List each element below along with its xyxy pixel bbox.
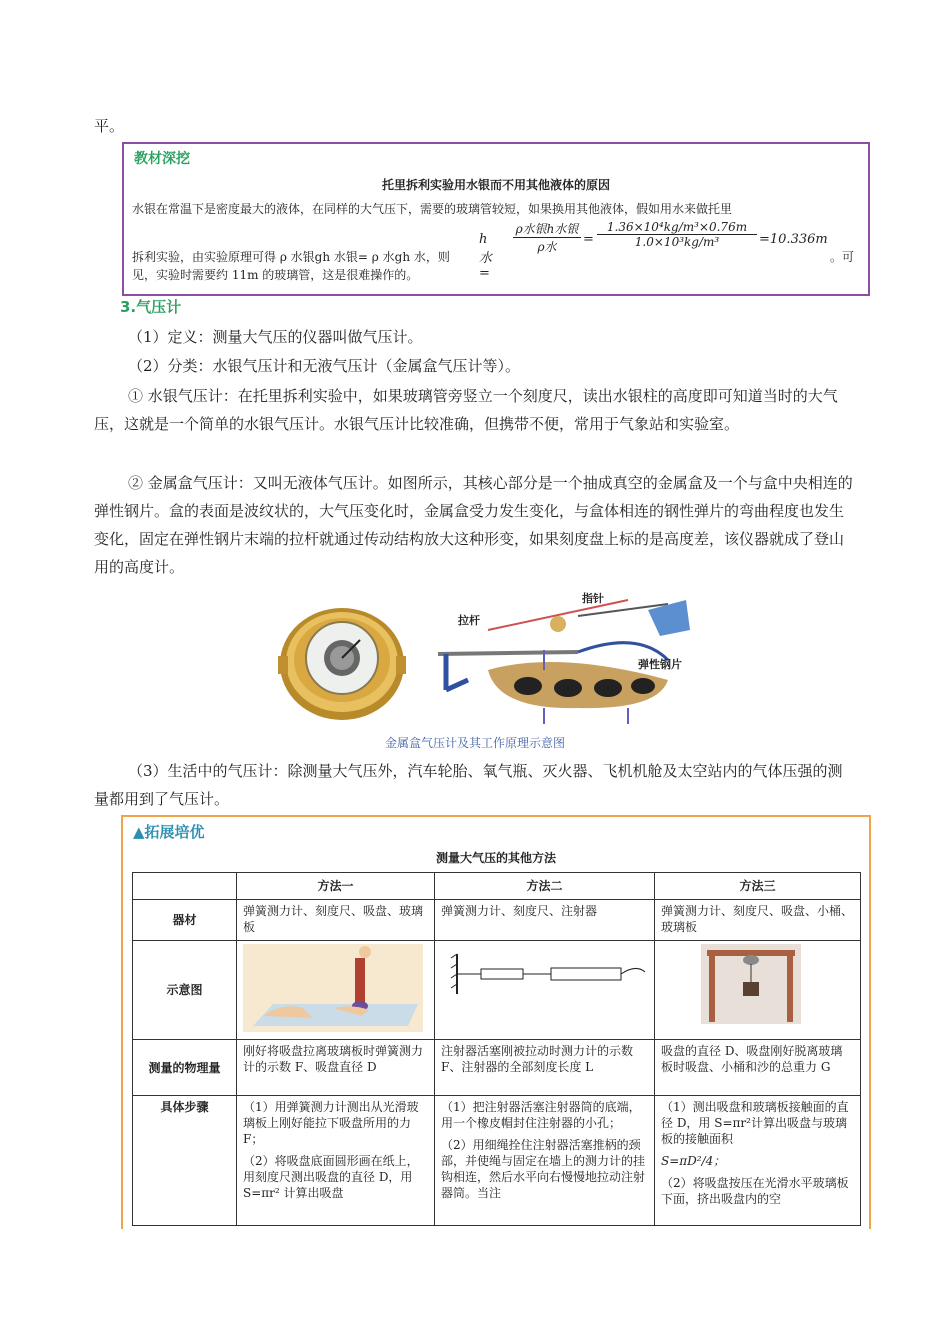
label-lever: 拉杆 bbox=[458, 614, 480, 627]
table-header-row bbox=[133, 873, 861, 900]
table-cell: 弹簧测力计、刻度尺、吸盘、小桶、玻璃板 bbox=[655, 900, 861, 941]
area-formula: S=πD²/4； bbox=[661, 1154, 726, 1168]
box-text-line: 见，实验时需要约 11m 的玻璃管，这是很难操作的。 bbox=[132, 268, 419, 282]
textbook-insight-box bbox=[122, 142, 870, 296]
box-heading: 教材深挖 bbox=[134, 151, 190, 167]
paragraph-daily-life: （3）生活中的气压计：除测量大气压外，汽车轮胎、氧气瓶、灭火器、飞机机舱及太空站内的气体压强的测量都用到了气压计。 bbox=[94, 762, 843, 808]
step-text: （2）用细绳拴住注射器活塞推柄的颈部，并使绳与固定在墙上的测力计的挂钩相连，然后水平向右慢慢地拉动注射器筒。当注 bbox=[441, 1138, 646, 1200]
box-title: 测量大气压的其他方法 bbox=[435, 851, 556, 865]
column-header: 方法二 bbox=[435, 873, 655, 900]
step-text: （2）将吸盘按压在光滑水平玻璃板下面，挤出吸盘内的空 bbox=[661, 1176, 849, 1206]
box-title: 托里拆利实验用水银而不用其他液体的原因 bbox=[381, 178, 610, 192]
table-row bbox=[133, 1040, 861, 1096]
equals-sign: = bbox=[583, 232, 594, 247]
table-cell bbox=[435, 941, 655, 1040]
paragraph-aneroid-barometer: ② 金属盒气压计：又叫无液体气压计。如图所示，其核心部分是一个抽成真空的金属盒及一个与盒中央相连的弹性钢片。盒的表面是波纹状的，大气压变化时，金属盒受力发生变化，与盒体相连的钢性弹片的弯曲程度也发生变化，固定在弹性钢片末端的拉杆就通过传动结构放大这种形变，如果刻度盘上标的是高度差，该仪器就成了登山用的高度计。 bbox=[94, 474, 853, 576]
box-heading: ▲拓展培优 bbox=[133, 823, 205, 841]
aneroid-diagram bbox=[428, 590, 694, 724]
box-text-line: 水银在常温下是密度最大的液体，在同样的大气压下，需要的玻璃管较短，如果换用其他液体，假如用水来做托里 bbox=[132, 202, 733, 216]
step-text: （1）把注射器活塞注射器筒的底端，用一个橡皮帽封住注射器的小孔； bbox=[441, 1100, 641, 1130]
table-corner-cell bbox=[133, 873, 237, 900]
table-cell bbox=[655, 941, 861, 1040]
table-cell bbox=[237, 941, 435, 1040]
fraction-numerator: ρ水银h水银 bbox=[513, 220, 581, 238]
step-text: （1）测出吸盘和玻璃板接触面的直径 D，用 S=πr²计算出吸盘与玻璃板的接触面积 bbox=[661, 1100, 849, 1146]
table-cell: 吸盘的直径 D、吸盘刚好脱离玻璃板时吸盘、小桶和沙的总重力 G bbox=[655, 1040, 861, 1096]
row-header: 示意图 bbox=[133, 941, 237, 1040]
fraction-numerator: 1.36×10⁴kg/m³×0.76m bbox=[597, 220, 757, 235]
formula-lhs: h水= bbox=[479, 232, 493, 281]
row-header: 具体步骤 bbox=[133, 1096, 237, 1226]
table-cell: 弹簧测力计、刻度尺、注射器 bbox=[435, 900, 655, 941]
step-text: （2）将吸盘底面圆形画在纸上，用刻度尺测出吸盘的直径 D，用 S=πr² 计算出吸盘 bbox=[243, 1154, 419, 1200]
table-row bbox=[133, 900, 861, 941]
paragraph-classification: （2）分类：水银气压计和无液气压计（金属盒气压计等）。 bbox=[128, 357, 521, 375]
paragraph-definition: （1）定义：测量大气压的仪器叫做气压计。 bbox=[128, 328, 423, 346]
box-text-line: 。可 bbox=[830, 250, 855, 264]
method1-diagram bbox=[243, 944, 423, 1032]
methods-table bbox=[132, 872, 861, 1226]
table-cell: 弹簧测力计、刻度尺、吸盘、玻璃板 bbox=[237, 900, 435, 941]
method3-diagram bbox=[701, 944, 801, 1024]
barometer-photo bbox=[276, 600, 408, 724]
fraction-1 bbox=[513, 220, 581, 255]
fraction-2 bbox=[597, 220, 757, 249]
fraction-denominator: 1.0×10³kg/m³ bbox=[634, 235, 720, 249]
formula-result: =10.336m bbox=[759, 232, 828, 247]
table-row bbox=[133, 941, 861, 1040]
step-text: （1）用弹簧测力计测出从光滑玻璃板上刚好能拉下吸盘所用的力 F； bbox=[243, 1100, 419, 1146]
table-cell: 注射器活塞刚被拉动时测力计的示数 F、注射器的全部刻度长度 L bbox=[435, 1040, 655, 1096]
column-header: 方法三 bbox=[655, 873, 861, 900]
table-cell bbox=[435, 1096, 655, 1226]
table-cell bbox=[655, 1096, 861, 1226]
section-heading: 3.气压计 bbox=[120, 298, 182, 316]
method2-diagram bbox=[441, 944, 647, 1004]
table-row bbox=[133, 1096, 861, 1226]
paragraph-mercury-barometer: ① 水银气压计：在托里拆利实验中，如果玻璃管旁竖立一个刻度尺，读出水银柱的高度即可知道当时的大气压，这就是一个简单的水银气压计。水银气压计比较准确，但携带不便，常用于气象站和实验室。 bbox=[94, 387, 838, 433]
row-header: 器材 bbox=[133, 900, 237, 941]
fraction-denominator: ρ水 bbox=[537, 240, 557, 254]
table-cell bbox=[237, 1096, 435, 1226]
figure-caption: 金属盒气压计及其工作原理示意图 bbox=[384, 736, 565, 750]
column-header: 方法一 bbox=[237, 873, 435, 900]
label-pointer: 指针 bbox=[582, 592, 604, 605]
paragraph-fragment: 平。 bbox=[94, 117, 125, 135]
box-text-line: 拆利实验，由实验原理可得 ρ 水银gh 水银= ρ 水gh 水，则 bbox=[132, 250, 450, 264]
label-spring-plate: 弹性钢片 bbox=[638, 658, 682, 671]
row-header: 测量的物理量 bbox=[133, 1040, 237, 1096]
extension-box bbox=[121, 815, 871, 1229]
table-cell: 刚好将吸盘拉离玻璃板时弹簧测力计的示数 F、吸盘直径 D bbox=[237, 1040, 435, 1096]
